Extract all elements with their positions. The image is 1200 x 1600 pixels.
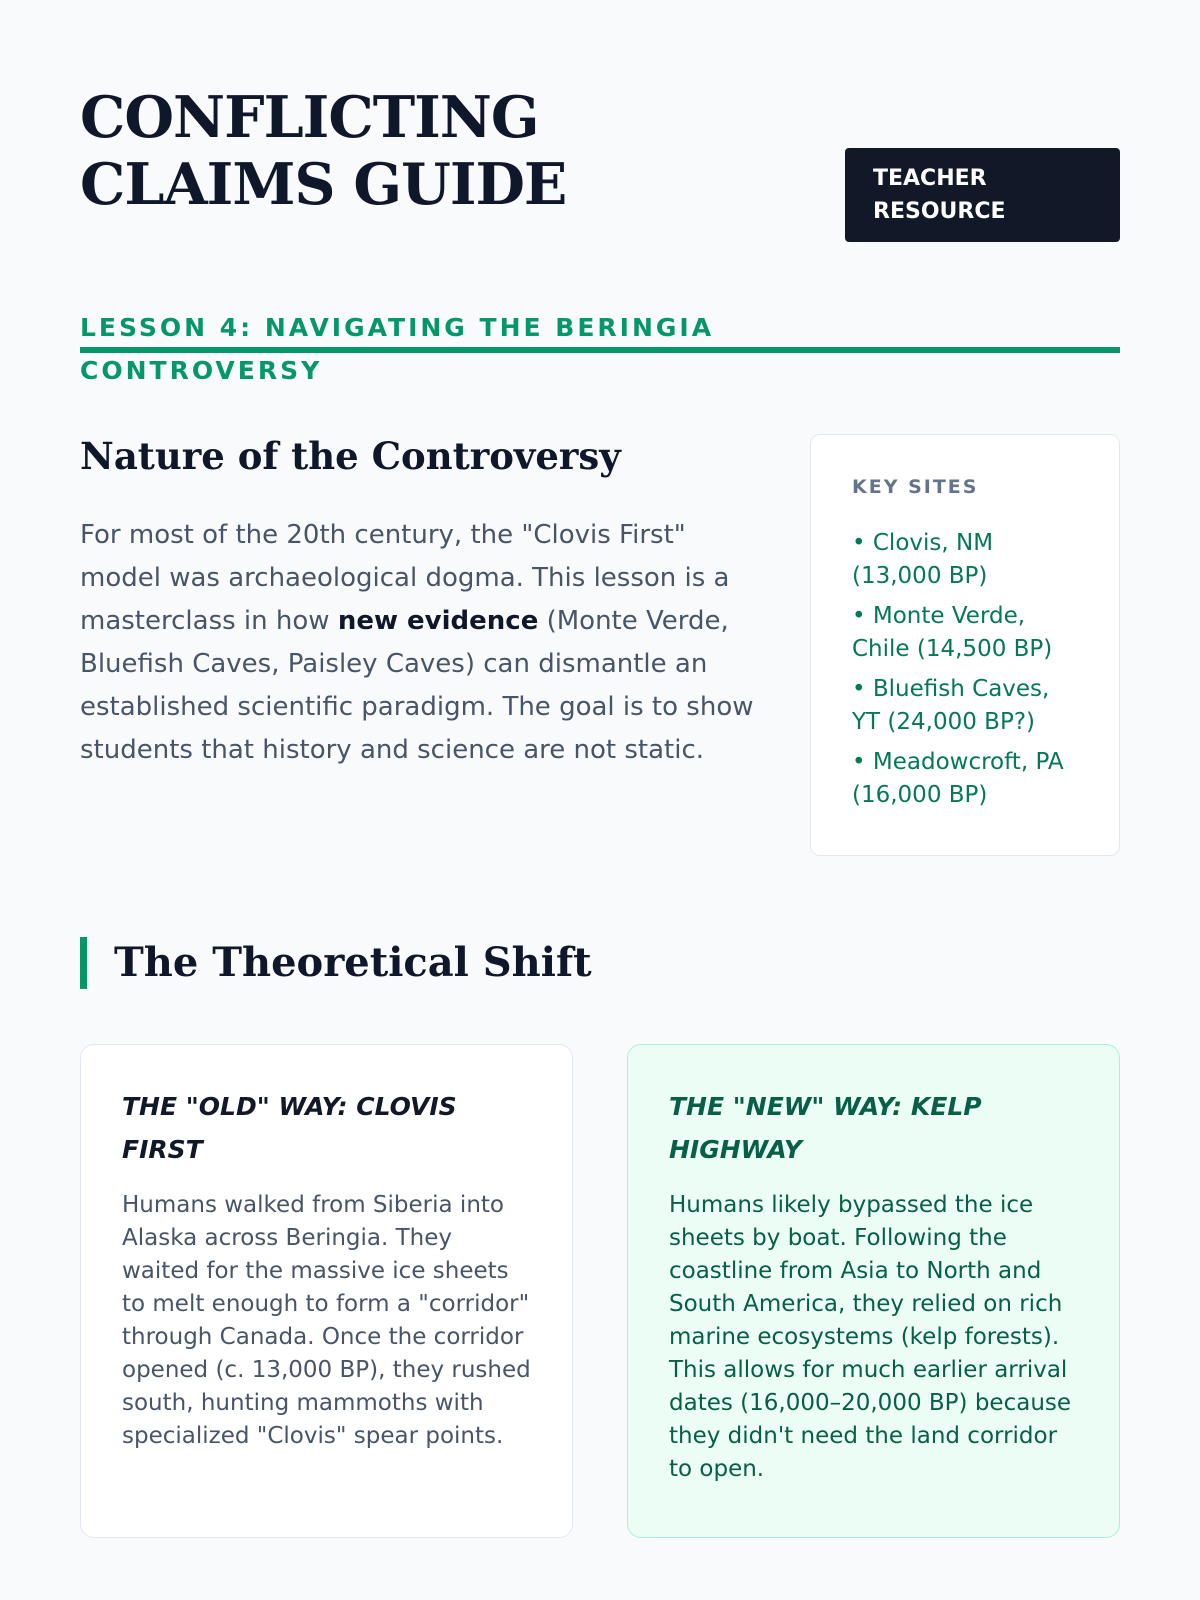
old-way-body: Humans walked from Siberia into Alaska across Beringia. They waited for the massive ice sheets to melt enough to form a "corridor" through Canada. Once the corridor opened (c. 13,000 BP), they rushed south, hunting mammoths with specialized "Clovis" spear points.	[122, 1192, 531, 1449]
paragraph-text-start: For most of the 20th century, the "Clovis First" model was archaeological dogma. This lesson is a masterclass in how	[80, 520, 730, 636]
paragraph-emphasis: new evidence	[337, 606, 539, 636]
key-sites-card	[810, 434, 1120, 856]
key-sites-label: KEY SITES	[852, 476, 979, 498]
old-way-card	[80, 1044, 573, 1538]
key-site-item: • Meadowcroft, PA (16,000 BP)	[852, 749, 1064, 808]
header-divider	[80, 347, 1120, 353]
lesson-subtitle: LESSON 4: NAVIGATING THE BERINGIA CONTROVERSY	[80, 313, 715, 385]
teacher-resource-badge: TEACHER RESOURCE	[845, 148, 1120, 242]
page-header	[80, 84, 1120, 385]
paragraph-text-end: (Monte Verde, Bluefish Caves, Paisley Caves) can dismantle an established scientific paradigm. The goal is to show students that history and science are not static.	[80, 606, 754, 765]
new-way-card	[627, 1044, 1120, 1538]
key-site-item: • Clovis, NM (13,000 BP)	[852, 530, 994, 589]
old-way-title: THE "OLD" WAY: CLOVIS FIRST	[122, 1092, 457, 1164]
new-way-title: THE "NEW" WAY: KELP HIGHWAY	[669, 1092, 982, 1164]
theoretical-shift-heading: The Theoretical Shift	[80, 937, 592, 989]
key-site-item: • Bluefish Caves, YT (24,000 BP?)	[852, 676, 1050, 735]
new-way-body: Humans likely bypassed the ice sheets by boat. Following the coastline from Asia to North and South America, they relied on rich marine ecosystems (kelp forests). This allows for much earlier arrival dates (16,000–20,000 BP) because they didn't need the land corridor to open.	[669, 1192, 1072, 1482]
key-site-item: • Monte Verde, Chile (14,500 BP)	[852, 603, 1053, 662]
key-sites-list	[852, 527, 1079, 812]
controversy-heading: Nature of the Controversy	[80, 434, 621, 478]
page-title: CONFLICTING CLAIMS GUIDE	[80, 84, 567, 218]
controversy-paragraph	[80, 514, 770, 772]
